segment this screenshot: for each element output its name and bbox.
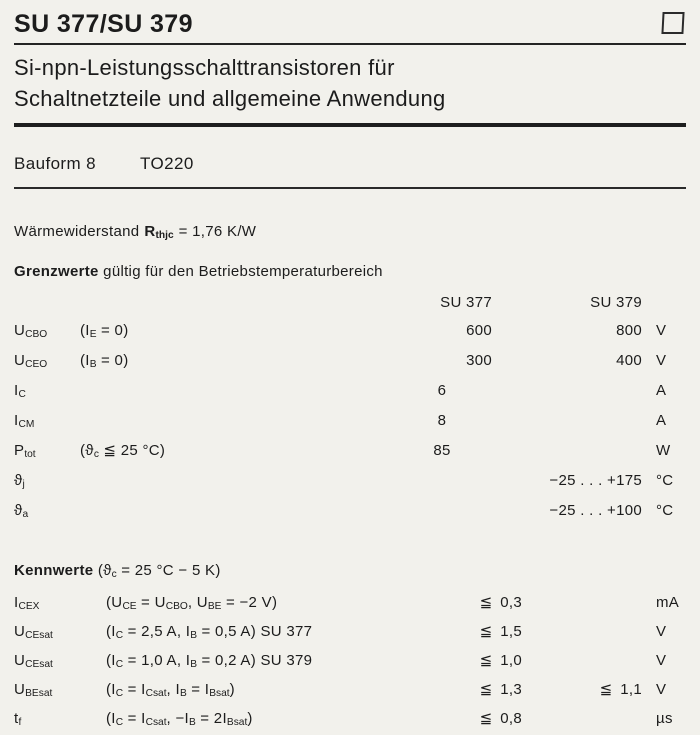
param-condition: $(I_B = 0)$ (80, 352, 129, 371)
param-condition: ($U_{CE} = U_{CBO}$, $U_{BE} = -2$ V) (106, 594, 278, 613)
grenzwerte-table (14, 318, 686, 528)
subtitle (14, 52, 686, 114)
corner-box-icon (661, 12, 684, 34)
unit-label: W (656, 442, 671, 460)
grenzwerte-heading-bold: Grenzwerte (14, 263, 99, 281)
value-su377: 600 (466, 322, 492, 340)
table-row (14, 468, 686, 498)
param-symbol: $U_{CEO}$ (14, 352, 48, 371)
unit-label: V (656, 681, 667, 699)
column-header-su379: SU 379 (590, 294, 642, 312)
subtitle-line-1: Si-npn-Leistungsschalttransistoren für (14, 55, 395, 80)
unit-label: mA (656, 594, 680, 612)
table-row (14, 318, 686, 348)
table-row (14, 438, 686, 468)
table-header-row (14, 292, 686, 314)
value-su379: 800 (616, 322, 642, 340)
param-symbol: $ϑ_j$ (14, 472, 25, 491)
param-symbol: $I_{CEX}$ (14, 594, 40, 613)
value-range: −25 . . . +100 (549, 502, 642, 520)
param-symbol: $t_f$ (14, 710, 22, 729)
param-symbol: $I_C$ (14, 382, 26, 401)
param-symbol: $U_{CEsat}$ (14, 652, 53, 671)
unit-label: V (656, 352, 667, 370)
unit-label: °C (656, 472, 674, 490)
bauform-label: Bauform 8 (14, 154, 97, 173)
grenzwerte-heading-rest: gültig für den Betriebstemperaturbereich (103, 263, 383, 281)
unit-label: V (656, 623, 667, 641)
limit-su377: ≦ 1,5 (479, 623, 522, 641)
thermal-label: Wärmewiderstand (14, 223, 140, 240)
title-divider (14, 43, 686, 45)
bauform-divider (14, 187, 686, 189)
param-symbol: $U_{BEsat}$ (14, 681, 53, 700)
param-symbol: $U_{CEsat}$ (14, 623, 53, 642)
value-range: −25 . . . +175 (549, 472, 642, 490)
unit-label: °C (656, 502, 674, 520)
limit-su377: ≦ 1,3 (479, 681, 522, 699)
limit-su379: ≦ 1,1 (599, 681, 642, 699)
limit-su377: ≦ 0,3 (479, 594, 522, 612)
column-header-su377: SU 377 (440, 294, 492, 312)
value-shared: 85 (433, 442, 451, 460)
param-condition: $(I_E = 0)$ (80, 322, 129, 341)
param-symbol: $I_{CM}$ (14, 412, 35, 431)
value-shared: 6 (437, 382, 447, 400)
param-symbol: $ϑ_a$ (14, 502, 29, 521)
grenzwerte-heading (14, 263, 686, 280)
unit-label: A (656, 382, 667, 400)
param-condition: ($I_C = I_{Csat}$, $I_B = I_{Bsat}$) (106, 681, 235, 700)
table-row (14, 648, 686, 677)
unit-label: V (656, 652, 667, 670)
value-shared: 8 (437, 412, 447, 430)
bauform-line (14, 154, 686, 174)
table-row (14, 590, 686, 619)
thermal-resistance-line (14, 223, 686, 241)
value-su377: 300 (466, 352, 492, 370)
table-row (14, 619, 686, 648)
kennwerte-heading (14, 562, 686, 580)
param-symbol: $P_{tot}$ (14, 442, 36, 461)
limit-su377: ≦ 0,8 (479, 710, 522, 728)
param-condition: ($I_C = 2,5$ A, $I_B = 0,5$ A) SU 377 (106, 623, 313, 642)
package-label: TO220 (140, 154, 194, 173)
kennwerte-table (14, 590, 686, 735)
page-title: SU 377/SU 379 (14, 10, 193, 38)
param-condition: ($I_C = I_{Csat}$, $-I_B = 2I_{Bsat}$) (106, 710, 253, 729)
thermal-value: = 1,76 K/W (178, 223, 257, 240)
unit-label: µs (656, 710, 673, 728)
table-row (14, 408, 686, 438)
table-row (14, 378, 686, 408)
kennwerte-heading-condition: ($ϑ_c = 25$ °C − 5 K) (97, 562, 221, 581)
limit-su377: ≦ 1,0 (479, 652, 522, 670)
kennwerte-heading-bold: Kennwerte (14, 562, 94, 580)
table-row (14, 677, 686, 706)
subtitle-line-2: Schaltnetzteile und allgemeine Anwendung (14, 86, 446, 111)
table-row (14, 498, 686, 528)
param-condition: ($ϑ_c$ ≦ 25 °C) (80, 442, 166, 461)
table-row (14, 348, 686, 378)
section-divider-thick (14, 123, 686, 127)
unit-label: A (656, 412, 667, 430)
value-su379: 400 (616, 352, 642, 370)
param-symbol: $U_{CBO}$ (14, 322, 48, 341)
param-condition: ($I_C = 1,0$ A, $I_B = 0,2$ A) SU 379 (106, 652, 313, 671)
thermal-symbol: $R_{thjc}$ (144, 223, 174, 242)
table-row (14, 706, 686, 735)
unit-label: V (656, 322, 667, 340)
